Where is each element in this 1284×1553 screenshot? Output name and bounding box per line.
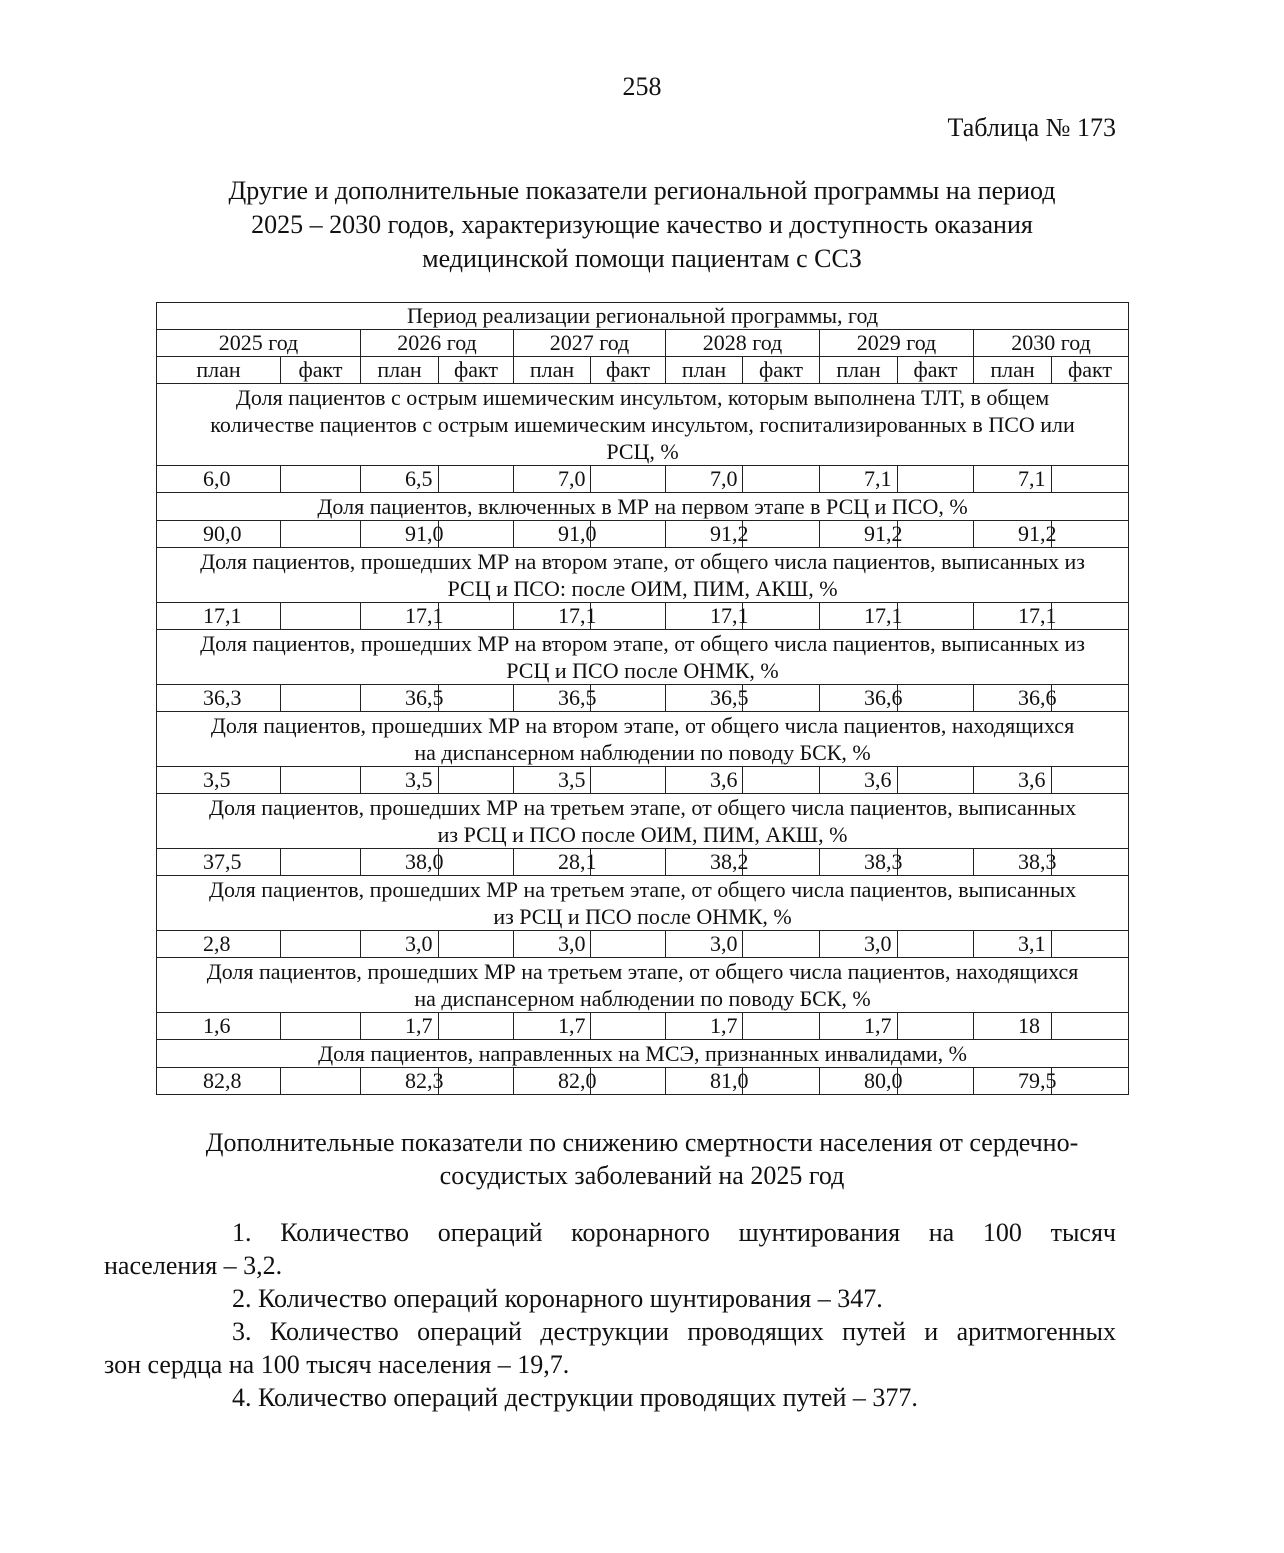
plan-value-cell: 38,3 bbox=[974, 849, 1052, 876]
plan-value-cell: 38,3 bbox=[820, 849, 898, 876]
fact-value-cell bbox=[439, 521, 514, 548]
plan-value-cell: 1,7 bbox=[820, 1013, 898, 1040]
fact-value-cell bbox=[898, 1013, 974, 1040]
indicator-description-row bbox=[157, 548, 1129, 603]
indicator-description-line: Доля пациентов, прошедших МР на втором этапе, от общего числа пациентов, находящихся bbox=[210, 713, 1075, 738]
plan-value-cell: 3,0 bbox=[514, 931, 591, 958]
indicator-values-row bbox=[157, 767, 1129, 794]
indicator-values-row bbox=[157, 931, 1129, 958]
fact-value-cell bbox=[591, 685, 666, 712]
list-item-line: 4. Количество операций деструкции проводящих путей – 377. bbox=[232, 1383, 918, 1412]
indicator-description-line: РСЦ, % bbox=[606, 439, 679, 464]
period-header-row bbox=[157, 303, 1129, 330]
fact-value-cell bbox=[898, 466, 974, 493]
indicator-values-row bbox=[157, 603, 1129, 630]
plan-value-cell: 17,1 bbox=[974, 603, 1052, 630]
plan-value-cell: 91,2 bbox=[820, 521, 898, 548]
list-item bbox=[104, 1216, 1116, 1282]
fact-value-cell bbox=[591, 1068, 666, 1095]
list-item-line: населения – 3,2. bbox=[104, 1251, 283, 1280]
fact-header: факт bbox=[743, 357, 820, 384]
plan-value-cell: 36,5 bbox=[514, 685, 591, 712]
fact-value-cell bbox=[281, 849, 361, 876]
plan-value-cell: 17,1 bbox=[514, 603, 591, 630]
fact-value-cell bbox=[439, 685, 514, 712]
indicator-description-row bbox=[157, 958, 1129, 1013]
list-item bbox=[168, 1381, 1116, 1414]
fact-value-cell bbox=[898, 685, 974, 712]
indicator-description-line: РСЦ и ПСО после ОНМК, % bbox=[506, 658, 779, 683]
list-item-line: 3. Количество операций деструкции проводящих путей и аритмогенных bbox=[232, 1317, 1116, 1346]
plan-value-cell: 91,2 bbox=[974, 521, 1052, 548]
indicator-description-row bbox=[157, 794, 1129, 849]
section-title-line: сосудистых заболеваний на 2025 год bbox=[439, 1161, 845, 1190]
indicator-description-line: Доля пациентов с острым ишемическим инсультом, которым выполнена ТЛТ, в общем bbox=[235, 385, 1050, 410]
indicator-description-row bbox=[157, 712, 1129, 767]
year-header: 2030 год bbox=[974, 330, 1129, 357]
plan-value-cell: 3,6 bbox=[666, 767, 743, 794]
plan-value-cell: 3,5 bbox=[514, 767, 591, 794]
indicator-description-row bbox=[157, 630, 1129, 685]
indicator-description-line: Доля пациентов, прошедших МР на третьем этапе, от общего числа пациентов, выписанных bbox=[208, 795, 1077, 820]
fact-header: факт bbox=[281, 357, 361, 384]
list-item bbox=[168, 1282, 1116, 1315]
plan-value-cell: 80,0 bbox=[820, 1068, 898, 1095]
indicators-table bbox=[156, 302, 1129, 1095]
plan-value-cell: 82,3 bbox=[361, 1068, 439, 1095]
plan-value-cell: 1,7 bbox=[666, 1013, 743, 1040]
plan-value-cell: 18 bbox=[974, 1013, 1052, 1040]
fact-value-cell bbox=[439, 466, 514, 493]
indicator-description bbox=[157, 794, 1129, 849]
fact-value-cell bbox=[281, 466, 361, 493]
plan-value-cell: 1,7 bbox=[514, 1013, 591, 1040]
fact-value-cell bbox=[1052, 685, 1129, 712]
fact-value-cell bbox=[1052, 849, 1129, 876]
fact-value-cell bbox=[743, 521, 820, 548]
plan-value-cell: 38,2 bbox=[666, 849, 743, 876]
fact-value-cell bbox=[281, 521, 361, 548]
fact-value-cell bbox=[898, 603, 974, 630]
plan-value-cell: 6,0 bbox=[157, 466, 281, 493]
plan-value-cell: 1,6 bbox=[157, 1013, 281, 1040]
fact-value-cell bbox=[743, 466, 820, 493]
plan-value-cell: 82,0 bbox=[514, 1068, 591, 1095]
fact-value-cell bbox=[439, 931, 514, 958]
indicator-description-row bbox=[157, 876, 1129, 931]
fact-value-cell bbox=[281, 685, 361, 712]
plan-value-cell: 91,2 bbox=[666, 521, 743, 548]
fact-value-cell bbox=[281, 603, 361, 630]
year-header: 2028 год bbox=[666, 330, 820, 357]
plan-value-cell: 36,5 bbox=[361, 685, 439, 712]
fact-value-cell bbox=[1052, 521, 1129, 548]
fact-value-cell bbox=[281, 767, 361, 794]
fact-header: факт bbox=[439, 357, 514, 384]
indicator-values-row bbox=[157, 1013, 1129, 1040]
indicator-values-row bbox=[157, 685, 1129, 712]
fact-value-cell bbox=[591, 767, 666, 794]
fact-value-cell bbox=[281, 931, 361, 958]
plan-value-cell: 3,5 bbox=[361, 767, 439, 794]
fact-value-cell bbox=[743, 849, 820, 876]
fact-value-cell bbox=[743, 685, 820, 712]
indicator-description-line: количестве пациентов с острым ишемическим инсультом, госпитализированных в ПСО или bbox=[210, 412, 1075, 437]
plan-value-cell: 7,0 bbox=[666, 466, 743, 493]
fact-value-cell bbox=[281, 1013, 361, 1040]
indicator-description bbox=[157, 958, 1129, 1013]
indicator-description-row bbox=[157, 384, 1129, 466]
indicator-description-line: Доля пациентов, прошедших МР на втором этапе, от общего числа пациентов, выписанных из bbox=[200, 631, 1085, 656]
indicator-description-line: Доля пациентов, включенных в МР на первом этапе в РСЦ и ПСО, % bbox=[317, 494, 968, 519]
plan-value-cell: 6,5 bbox=[361, 466, 439, 493]
plan-value-cell: 17,1 bbox=[666, 603, 743, 630]
main-title bbox=[166, 174, 1118, 276]
indicator-description-line: Доля пациентов, прошедших МР на третьем этапе, от общего числа пациентов, выписанных bbox=[208, 877, 1077, 902]
main-title-line: медицинской помощи пациентам с ССЗ bbox=[422, 244, 862, 273]
indicator-values-row bbox=[157, 1068, 1129, 1095]
fact-value-cell bbox=[1052, 1068, 1129, 1095]
fact-value-cell bbox=[439, 849, 514, 876]
plan-header: план bbox=[361, 357, 439, 384]
fact-value-cell bbox=[743, 1013, 820, 1040]
indicator-description bbox=[157, 630, 1129, 685]
plan-fact-row bbox=[157, 357, 1129, 384]
table-label: Таблица № 173 bbox=[947, 113, 1116, 142]
indicator-values-row bbox=[157, 849, 1129, 876]
plan-value-cell: 3,5 bbox=[157, 767, 281, 794]
fact-header: факт bbox=[898, 357, 974, 384]
fact-value-cell bbox=[898, 521, 974, 548]
years-row bbox=[157, 330, 1129, 357]
fact-value-cell bbox=[591, 1013, 666, 1040]
fact-header: факт bbox=[591, 357, 666, 384]
indicator-values-row bbox=[157, 466, 1129, 493]
fact-value-cell bbox=[591, 849, 666, 876]
indicator-description bbox=[157, 876, 1129, 931]
plan-value-cell: 38,0 bbox=[361, 849, 439, 876]
section-title bbox=[166, 1126, 1118, 1192]
indicator-description-row bbox=[157, 1040, 1129, 1068]
indicator-description-line: на диспансерном наблюдении по поводу БСК, % bbox=[414, 986, 871, 1011]
plan-value-cell: 79,5 bbox=[974, 1068, 1052, 1095]
plan-value-cell: 3,6 bbox=[974, 767, 1052, 794]
plan-value-cell: 36,5 bbox=[666, 685, 743, 712]
fact-value-cell bbox=[898, 767, 974, 794]
fact-value-cell bbox=[1052, 603, 1129, 630]
indicator-description-line: из РСЦ и ПСО после ОНМК, % bbox=[493, 904, 792, 929]
plan-value-cell: 17,1 bbox=[820, 603, 898, 630]
list-item bbox=[104, 1315, 1116, 1381]
plan-value-cell: 17,1 bbox=[157, 603, 281, 630]
plan-value-cell: 7,1 bbox=[974, 466, 1052, 493]
plan-value-cell: 3,0 bbox=[361, 931, 439, 958]
list-item-line: зон сердца на 100 тысяч населения – 19,7. bbox=[104, 1350, 570, 1379]
year-header: 2027 год bbox=[514, 330, 666, 357]
fact-value-cell bbox=[591, 931, 666, 958]
fact-value-cell bbox=[1052, 1013, 1129, 1040]
indicator-description-line: РСЦ и ПСО: после ОИМ, ПИМ, АКШ, % bbox=[447, 576, 838, 601]
fact-value-cell bbox=[898, 849, 974, 876]
fact-value-cell bbox=[439, 767, 514, 794]
year-header: 2029 год bbox=[820, 330, 974, 357]
indicator-description-line: Доля пациентов, прошедших МР на втором этапе, от общего числа пациентов, выписанных из bbox=[200, 549, 1085, 574]
plan-value-cell: 3,6 bbox=[820, 767, 898, 794]
plan-value-cell: 91,0 bbox=[514, 521, 591, 548]
plan-value-cell: 81,0 bbox=[666, 1068, 743, 1095]
list-item-line: 1. Количество операций коронарного шунтирования на 100 тысяч bbox=[232, 1218, 1116, 1247]
main-title-line: Другие и дополнительные показатели региональной программы на период bbox=[228, 176, 1056, 205]
plan-value-cell: 7,1 bbox=[820, 466, 898, 493]
year-header: 2025 год bbox=[157, 330, 361, 357]
list-item-line: 2. Количество операций коронарного шунтирования – 347. bbox=[232, 1284, 883, 1313]
fact-value-cell bbox=[898, 931, 974, 958]
plan-value-cell: 1,7 bbox=[361, 1013, 439, 1040]
indicator-values-row bbox=[157, 521, 1129, 548]
fact-value-cell bbox=[743, 931, 820, 958]
plan-header: план bbox=[514, 357, 591, 384]
plan-value-cell: 3,0 bbox=[666, 931, 743, 958]
indicator-description bbox=[157, 1040, 1129, 1068]
plan-value-cell: 37,5 bbox=[157, 849, 281, 876]
plan-value-cell: 82,8 bbox=[157, 1068, 281, 1095]
plan-value-cell: 3,0 bbox=[820, 931, 898, 958]
indicator-description-row bbox=[157, 493, 1129, 521]
indicator-description bbox=[157, 712, 1129, 767]
plan-value-cell: 36,6 bbox=[974, 685, 1052, 712]
plan-value-cell: 3,1 bbox=[974, 931, 1052, 958]
page-number: 258 bbox=[622, 72, 662, 101]
period-header: Период реализации региональной программы, год bbox=[157, 303, 1129, 330]
plan-header: план bbox=[157, 357, 281, 384]
fact-value-cell bbox=[898, 1068, 974, 1095]
fact-value-cell bbox=[1052, 466, 1129, 493]
indicator-description bbox=[157, 493, 1129, 521]
plan-value-cell: 91,0 bbox=[361, 521, 439, 548]
fact-value-cell bbox=[439, 1068, 514, 1095]
fact-value-cell bbox=[1052, 767, 1129, 794]
plan-value-cell: 17,1 bbox=[361, 603, 439, 630]
indicator-description-line: из РСЦ и ПСО после ОИМ, ПИМ, АКШ, % bbox=[437, 822, 848, 847]
fact-value-cell bbox=[591, 521, 666, 548]
section-title-line: Дополнительные показатели по снижению смертности населения от сердечно- bbox=[205, 1128, 1079, 1157]
plan-value-cell: 36,6 bbox=[820, 685, 898, 712]
fact-value-cell bbox=[591, 603, 666, 630]
plan-value-cell: 2,8 bbox=[157, 931, 281, 958]
plan-value-cell: 7,0 bbox=[514, 466, 591, 493]
plan-header: план bbox=[974, 357, 1052, 384]
plan-value-cell: 36,3 bbox=[157, 685, 281, 712]
fact-value-cell bbox=[1052, 931, 1129, 958]
indicator-description-line: Доля пациентов, прошедших МР на третьем этапе, от общего числа пациентов, находящихся bbox=[206, 959, 1079, 984]
indicator-list bbox=[104, 1216, 1116, 1414]
year-header: 2026 год bbox=[361, 330, 514, 357]
indicator-description-line: на диспансерном наблюдении по поводу БСК, % bbox=[414, 740, 871, 765]
fact-value-cell bbox=[439, 603, 514, 630]
fact-value-cell bbox=[281, 1068, 361, 1095]
fact-value-cell bbox=[591, 466, 666, 493]
plan-header: план bbox=[820, 357, 898, 384]
fact-header: факт bbox=[1052, 357, 1129, 384]
fact-value-cell bbox=[743, 767, 820, 794]
fact-value-cell bbox=[743, 603, 820, 630]
main-title-line: 2025 – 2030 годов, характеризующие качество и доступность оказания bbox=[251, 210, 1033, 239]
indicator-description bbox=[157, 384, 1129, 466]
plan-value-cell: 28,1 bbox=[514, 849, 591, 876]
indicator-description-line: Доля пациентов, направленных на МСЭ, признанных инвалидами, % bbox=[318, 1041, 967, 1066]
plan-header: план bbox=[666, 357, 743, 384]
fact-value-cell bbox=[743, 1068, 820, 1095]
fact-value-cell bbox=[439, 1013, 514, 1040]
indicator-description bbox=[157, 548, 1129, 603]
plan-value-cell: 90,0 bbox=[157, 521, 281, 548]
